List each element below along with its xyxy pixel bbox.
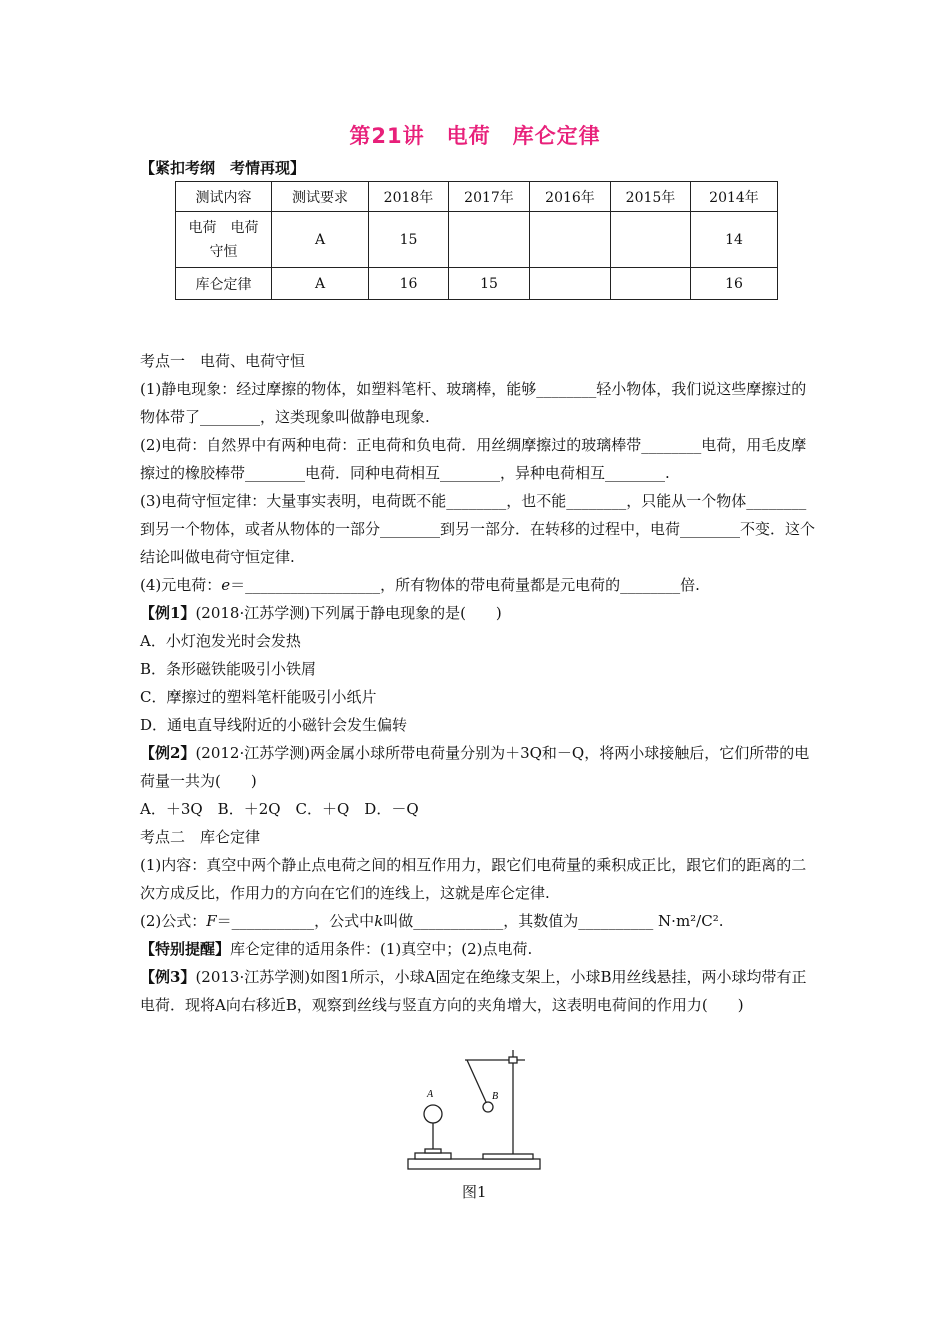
kp2-item-2 [140,907,820,935]
example-1 [140,599,820,627]
table-cell-topic: 电荷 电荷守恒 [176,212,272,268]
kp2-item-2-prefix: (2)公式： [140,912,207,930]
table-cell: 15 [449,268,530,300]
table-header-cell: 2016年 [530,182,611,212]
table-row [176,212,778,268]
kp1-item-4 [140,571,820,599]
ball-a [424,1105,442,1123]
table-cell [611,268,691,300]
stand-a-foot [425,1149,441,1153]
table-cell [530,212,611,268]
figure-caption: 图1 [462,1183,487,1201]
table-cell: 16 [691,268,778,300]
example-1-option-d: D．通电直导线附近的小磁针会发生偏转 [140,716,408,734]
example-1-question: (2018·江苏学测)下列属于静电现象的是( ) [195,604,502,622]
table-header-cell: 2015年 [611,182,691,212]
label-b: B [492,1091,499,1102]
symbol-e: e [221,576,231,594]
kp1-title: 考点一 电荷、电荷守恒 [140,352,306,370]
special-tip [140,935,820,963]
kp1-item-1: (1)静电现象：经过摩擦的物体，如塑料笔杆、玻璃棒，能够________轻小物体，我们说这些摩擦过的物体带了________，这类现象叫做静电现象. [140,380,807,426]
figure-1 [405,1045,545,1179]
table-header-row [176,182,778,212]
special-tip-text: 库仑定律的适用条件：(1)真空中；(2)点电荷. [230,940,533,958]
example-3-label: 【例3】 [140,968,196,986]
example-2-question: (2012·江苏学测)两金属小球所带电荷量分别为＋3Q和－Q，将两小球接触后，它们所带的电荷量一共为( ) [140,744,810,790]
table-header-cell: 测试要求 [272,182,369,212]
example-1-label: 【例1】 [140,604,196,622]
kp1-item-4-rest: ＝__________________，所有物体的带电荷量都是元电荷的________倍. [230,576,700,594]
table-header-cell: 2018年 [369,182,449,212]
kp1-item-4-prefix: (4)元电荷： [140,576,222,594]
example-2 [140,739,820,795]
main-content [140,347,820,1019]
stand-b-base [483,1154,533,1159]
symbol-k: k [374,912,384,930]
example-3-question: (2013·江苏学测)如图1所示，小球A固定在绝缘支架上，小球B用丝线悬挂，两小球均带有正电荷．现将A向右移近B，观察到丝线与竖直方向的夹角增大，这表明电荷间的作用力( ) [140,968,807,1014]
example-3 [140,963,820,1019]
clamp [509,1057,517,1063]
stand-a-base [415,1153,451,1159]
kp1-item-3: (3)电荷守恒定律：大量事实表明，电荷既不能________，也不能________，只能从一个物体________到另一个物体，或者从物体的一部分________到另一部分．在转移的过程中，电荷________不变．这个结论叫做电荷守恒定律. [140,492,816,566]
table-row [176,268,778,300]
table-cell [611,212,691,268]
table-cell [530,268,611,300]
page-title: 第21讲 电荷 库仑定律 [349,124,601,148]
table-cell-topic: 库仑定律 [176,268,272,300]
kp2-item-2-mid: ＝___________，公式中 [216,912,375,930]
table-header-cell: 2017年 [449,182,530,212]
example-2-label: 【例2】 [140,744,196,762]
symbol-f: F [206,912,217,930]
kp1-item-2: (2)电荷：自然界中有两种电荷：正电荷和负电荷．用丝绸摩擦过的玻璃棒带________电荷，用毛皮摩擦过的橡胶棒带________电荷．同种电荷相互________，异种电荷相互________. [140,436,807,482]
special-tip-label: 【特别提醒】 [140,940,231,958]
example-1-option-b: B．条形磁铁能吸引小铁屑 [140,660,317,678]
exam-table [175,181,778,300]
section-header: 【紧扣考纲 考情再现】 [140,159,306,177]
silk-thread [467,1060,486,1102]
table-cell: A [272,268,369,300]
table-cell: 16 [369,268,449,300]
base-board [408,1159,540,1169]
table-cell: 15 [369,212,449,268]
table-header-cell: 测试内容 [176,182,272,212]
kp2-item-2-rest: 叫做____________，其数值为__________ N·m²/C². [383,912,724,930]
example-1-option-a: A．小灯泡发光时会发热 [140,632,301,650]
label-a: A [427,1089,434,1100]
table-cell [449,212,530,268]
kp2-title: 考点二 库仑定律 [140,828,261,846]
table-cell: 14 [691,212,778,268]
ball-b [483,1102,493,1112]
example-1-option-c: C．摩擦过的塑料笔杆能吸引小纸片 [140,688,377,706]
apparatus-diagram [405,1045,545,1175]
example-2-options: A．＋3Q B．＋2Q C．＋Q D．－Q [140,800,419,818]
table-header-cell: 2014年 [691,182,778,212]
table-cell: A [272,212,369,268]
kp2-item-1: (1)内容：真空中两个静止点电荷之间的相互作用力，跟它们电荷量的乘积成正比，跟它们的距离的二次方成反比，作用力的方向在它们的连线上，这就是库仑定律. [140,856,807,902]
